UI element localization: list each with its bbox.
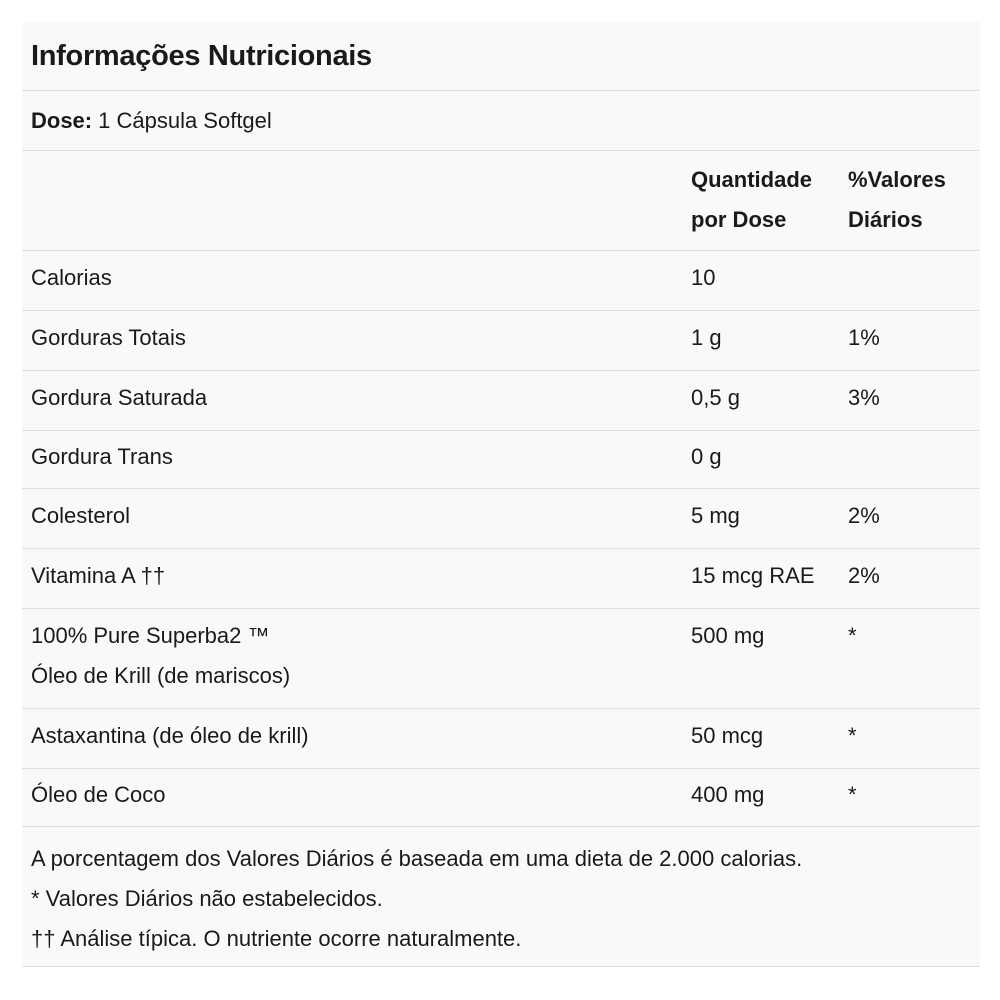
page-title: Informações Nutricionais: [31, 39, 372, 72]
nutrient-amount: 500 mg: [691, 623, 765, 648]
dose-row: [22, 91, 980, 151]
nutrient-amount: 0,5 g: [691, 385, 740, 410]
nutrient-daily-value: *: [848, 623, 857, 648]
dose-value: 1 Cápsula Softgel: [98, 107, 272, 133]
nutrient-daily-value: 2%: [848, 503, 880, 528]
nutrient-name: Gordura Saturada: [31, 385, 208, 410]
table-row: [22, 431, 980, 489]
footnote-daily-basis: A porcentagem dos Valores Diários é baseada em uma dieta de 2.000 calorias.: [31, 846, 803, 871]
nutrient-daily-value: *: [848, 723, 857, 748]
table-row: [22, 549, 980, 609]
nutrient-daily-value: *: [848, 782, 857, 807]
footnotes: [22, 827, 980, 967]
footnote-typical-analysis: †† Análise típica. O nutriente ocorre naturalmente.: [31, 926, 522, 951]
table-row: [22, 609, 980, 709]
header-daily-value: %Valores Diários: [848, 167, 946, 232]
nutrient-amount: 10: [691, 265, 716, 290]
table-row: [22, 489, 980, 549]
nutrient-amount: 15 mcg RAE: [691, 563, 815, 588]
header-amount: Quantidade por Dose: [691, 167, 813, 232]
nutrient-amount: 400 mg: [691, 782, 765, 807]
nutrient-daily-value: 1%: [848, 325, 880, 350]
nutrient-amount: 50 mcg: [691, 723, 764, 748]
table-row: [22, 769, 980, 827]
nutrient-amount: 0 g: [691, 444, 722, 469]
nutrient-name: 100% Pure Superba2 ™ Óleo de Krill (de mariscos): [31, 623, 291, 688]
nutrient-name: Gordura Trans: [31, 444, 173, 469]
table-header: [22, 151, 980, 251]
nutrition-facts-panel: [22, 22, 980, 967]
nutrient-daily-value: 2%: [848, 563, 880, 588]
table-row: [22, 371, 980, 431]
nutrient-daily-value: 3%: [848, 385, 880, 410]
header-nutrient: [22, 160, 682, 250]
table-row: [22, 311, 980, 371]
nutrient-amount: 5 mg: [691, 503, 740, 528]
nutrient-name: Óleo de Coco: [31, 782, 166, 807]
nutrient-daily-value: [839, 258, 980, 310]
nutrient-daily-value: [839, 437, 980, 488]
title-bar: [22, 22, 980, 91]
footnote-not-established: * Valores Diários não estabelecidos.: [31, 886, 383, 911]
nutrient-name: Colesterol: [31, 503, 131, 528]
nutrient-name: Gorduras Totais: [31, 325, 186, 350]
nutrient-amount: 1 g: [691, 325, 722, 350]
nutrient-name: Vitamina A ††: [31, 563, 166, 588]
table-row: [22, 709, 980, 769]
nutrient-name: Calorias: [31, 265, 112, 290]
table-row: [22, 251, 980, 311]
dose-label: Dose:: [31, 107, 93, 133]
nutrient-name: Astaxantina (de óleo de krill): [31, 723, 309, 748]
